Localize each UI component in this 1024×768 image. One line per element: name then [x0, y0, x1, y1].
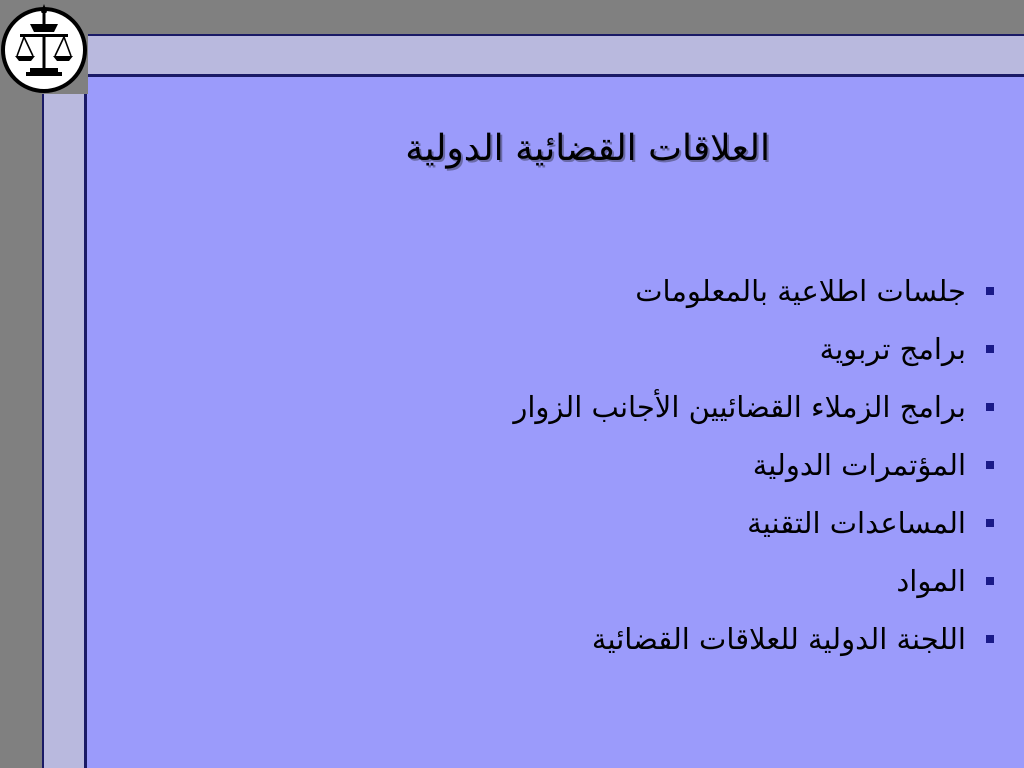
logo — [0, 0, 88, 94]
list-item-text: برامج تربوية — [819, 332, 966, 366]
top-frame — [0, 0, 1024, 34]
list-item — [394, 610, 994, 668]
list-item-text: المؤتمرات الدولية — [752, 448, 966, 482]
list-item — [394, 320, 994, 378]
square-bullet-icon — [986, 345, 994, 353]
list-item — [394, 378, 994, 436]
list-item-text: جلسات اطلاعية بالمعلومات — [635, 274, 966, 308]
slide-title: العلاقات القضائية الدولية — [405, 128, 770, 169]
header-band — [42, 34, 1024, 76]
list-item — [394, 262, 994, 320]
list-item-text: المساعدات التقنية — [747, 506, 966, 540]
square-bullet-icon — [986, 519, 994, 527]
list-item — [394, 436, 994, 494]
square-bullet-icon — [986, 461, 994, 469]
square-bullet-icon — [986, 635, 994, 643]
side-band — [42, 34, 86, 768]
list-item-text: برامج الزملاء القضائيين الأجانب الزوار — [513, 390, 966, 424]
scales-of-justice-icon — [0, 0, 88, 94]
list-item-text: اللجنة الدولية للعلاقات القضائية — [591, 622, 966, 656]
list-item — [394, 552, 994, 610]
list-item — [394, 494, 994, 552]
square-bullet-icon — [986, 403, 994, 411]
bullet-list — [394, 262, 994, 668]
square-bullet-icon — [986, 577, 994, 585]
list-item-text: المواد — [896, 564, 966, 598]
square-bullet-icon — [986, 287, 994, 295]
